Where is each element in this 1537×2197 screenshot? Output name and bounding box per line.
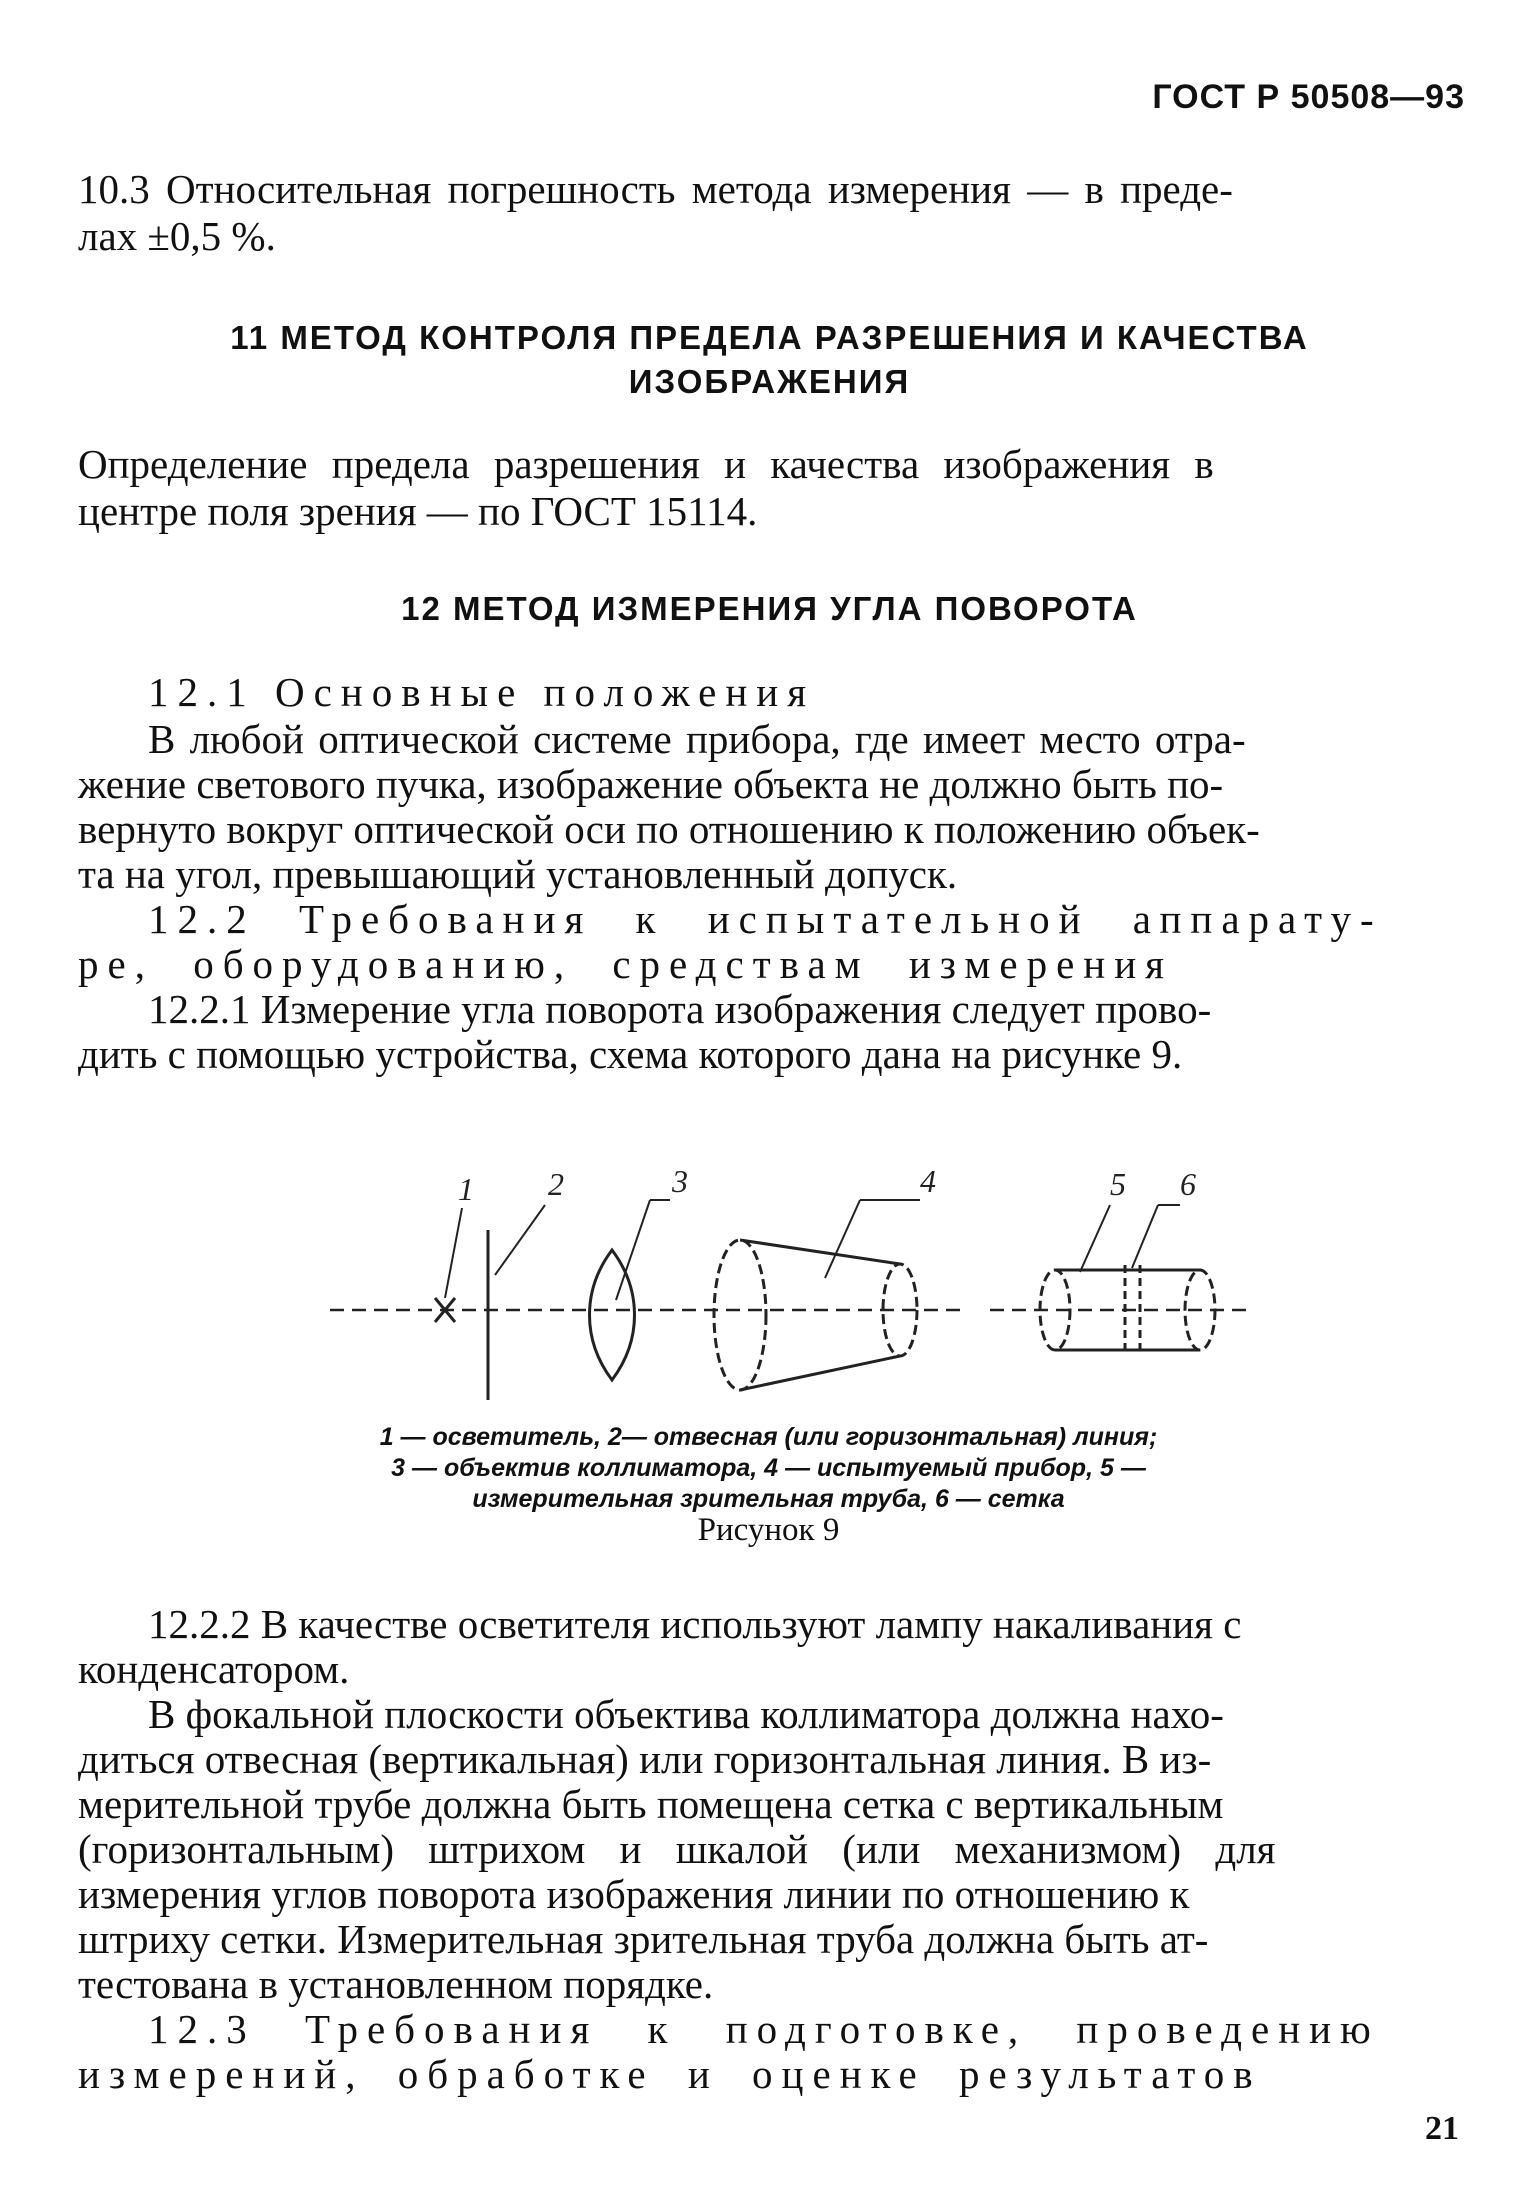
page-number: 21 (1425, 2110, 1459, 2147)
para-12-1-line1: В любой оптической системе прибора, где имеет место отра- (148, 716, 1246, 762)
para-12-2-line1: 12.2 Требования к испытательной аппарату- (148, 896, 1383, 942)
figure-caption-line2: 3 — объектив коллиматора, 4 — испытуемый прибор, 5 — (391, 1454, 1146, 1482)
para-10-3-line1: 10.3 Относительная погрешность метода измерения — в преде- (78, 166, 1233, 212)
figure-label-1: 1 (458, 1171, 474, 1207)
section-11-heading-line2: ИЗОБРАЖЕНИЯ (628, 363, 911, 400)
para-12-2-2-line6: (горизонтальным) штрихом и шкалой (или механизмом) для (78, 1826, 1276, 1872)
para-12-2-line2: ре, оборудованию, средствам измерения (78, 941, 1174, 987)
para-12-2-2-line4: диться отвесная (вертикальная) или горизонтальная линия. В из- (78, 1736, 1212, 1782)
section-11-body-line2: центре поля зрения — по ГОСТ 15114. (78, 488, 758, 534)
figure-label-2: 2 (548, 1166, 564, 1202)
para-12-3-line2: измерений, обработке и оценке результатов (78, 2051, 1262, 2097)
figure-label-5: 5 (1110, 1166, 1126, 1202)
para-12-2-2-line1: 12.2.2 В качестве осветителя используют лампу накаливания с (148, 1601, 1242, 1647)
figure-label-6: 6 (1180, 1166, 1196, 1202)
para-12-2-2-line7: измерения углов поворота изображения линии по отношению к (78, 1871, 1190, 1917)
figure-caption-line1: 1 — осветитель, 2— отвесная (или горизонтальная) линия; (379, 1423, 1158, 1451)
para-12-2-2-line9: тестована в установленном порядке. (78, 1961, 714, 2007)
para-10-3-line2: лах ±0,5 %. (78, 213, 276, 259)
para-12-2-1-line1: 12.2.1 Измерение угла поворота изображения следует прово- (148, 986, 1212, 1032)
section-11-heading-line1: 11 МЕТОД КОНТРОЛЯ ПРЕДЕЛА РАЗРЕШЕНИЯ И КАЧЕСТВА (230, 319, 1309, 356)
figure-label-4: 4 (920, 1163, 936, 1199)
para-12-3-line1: 12.3 Требования к подготовке, проведению (148, 2006, 1380, 2052)
para-12-2-1-line2: дить с помощью устройства, схема которого дана на рисунке 9. (78, 1031, 1183, 1077)
figure-label-3: 3 (672, 1163, 688, 1199)
para-12-1-line4: та на угол, превышающий установленный допуск. (78, 851, 958, 897)
section-11-body-line1: Определение предела разрешения и качества изображения в (78, 441, 1214, 487)
para-12-1-title: 12.1 Основные положения (148, 669, 816, 715)
para-12-2-2-line3: В фокальной плоскости объектива коллиматора должна нахо- (148, 1691, 1224, 1737)
para-12-2-2-line5: мерительной трубе должна быть помещена сетка с вертикальным (78, 1781, 1224, 1827)
optical-scheme-diagram (320, 1150, 1260, 1410)
figure-caption-line3: измерительная зрительная труба, 6 — сетка (472, 1485, 1065, 1513)
para-12-2-2-line8: штриху сетки. Измерительная зрительная труба должна быть ат- (78, 1916, 1209, 1962)
standard-header: ГОСТ Р 50508—93 (1152, 78, 1465, 116)
collimator-lens (590, 1250, 635, 1380)
figure-title: Рисунок 9 (697, 1512, 840, 1548)
section-12-heading: 12 МЕТОД ИЗМЕРЕНИЯ УГЛА ПОВОРОТА (401, 590, 1138, 627)
para-12-1-line3: вернуто вокруг оптической оси по отношению к положению объек- (78, 806, 1260, 852)
para-12-1-line2: жение светового пучка, изображение объекта не должно быть по- (78, 761, 1224, 807)
device-under-test (714, 1240, 917, 1390)
para-12-2-2-line2: конденсатором. (78, 1646, 350, 1692)
